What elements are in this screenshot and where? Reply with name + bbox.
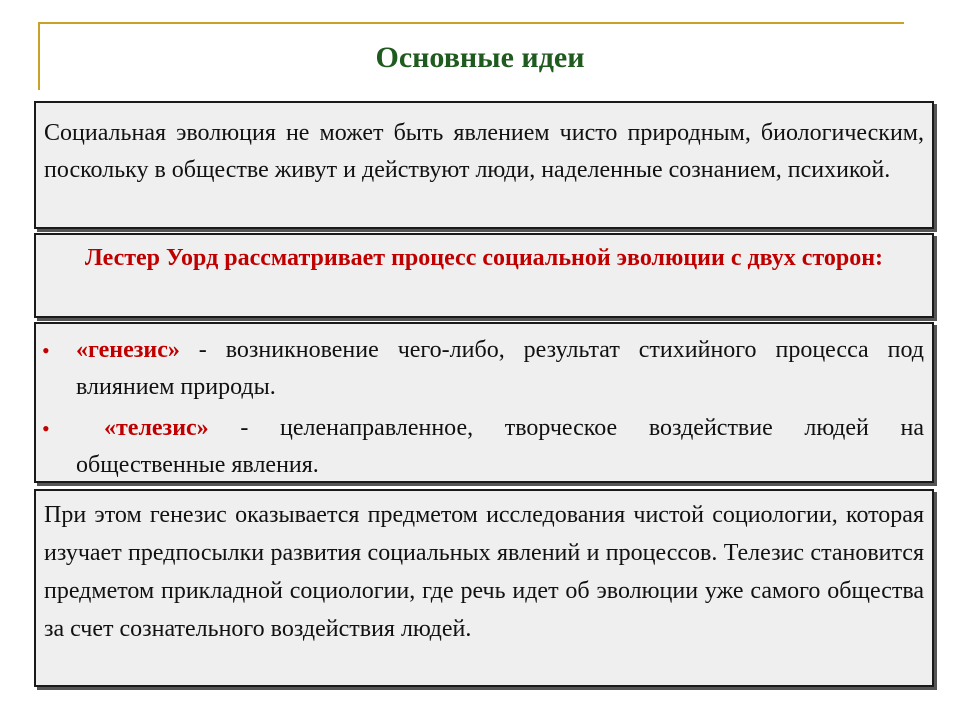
- term-genesis: «генезис»: [76, 337, 180, 363]
- list-item-genesis: [42, 332, 924, 406]
- bullet-list-box: [34, 322, 934, 483]
- ward-heading: Лестер Уорд рассматривает процесс социальной эволюции с двух сторон:: [84, 245, 884, 271]
- decorative-top-line: [38, 22, 904, 24]
- conclusion-text: При этом генезис оказывается предметом исследования чистой социологии, которая изучает предпосылки развития социальных явлений и процессов. Телезис становится предметом прикладной социологии, где речь идет об эволюции уже самого общества за счет сознательного воздействия людей.: [44, 502, 924, 642]
- ward-heading-box: [34, 233, 934, 318]
- definition-genesis: - возникновение чего-либо, результат стихийного процесса под влиянием природы.: [76, 337, 924, 400]
- conclusion-text-box: [34, 489, 934, 687]
- term-telesis: «телезис»: [104, 415, 209, 441]
- intro-text: Социальная эволюция не может быть явлением чисто природным, биологическим, поскольку в обществе живут и действуют люди, наделенные сознанием, психикой.: [44, 120, 924, 183]
- list-item-telesis: [42, 410, 924, 484]
- slide-title: Основные идеи: [375, 41, 585, 74]
- bullet-dot-icon: •: [42, 338, 50, 363]
- bullet-dot-icon: •: [42, 416, 50, 441]
- definition-telesis: - целенаправленное, творческое воздействие людей на общественные явления.: [76, 415, 924, 478]
- intro-text-box: [34, 101, 934, 229]
